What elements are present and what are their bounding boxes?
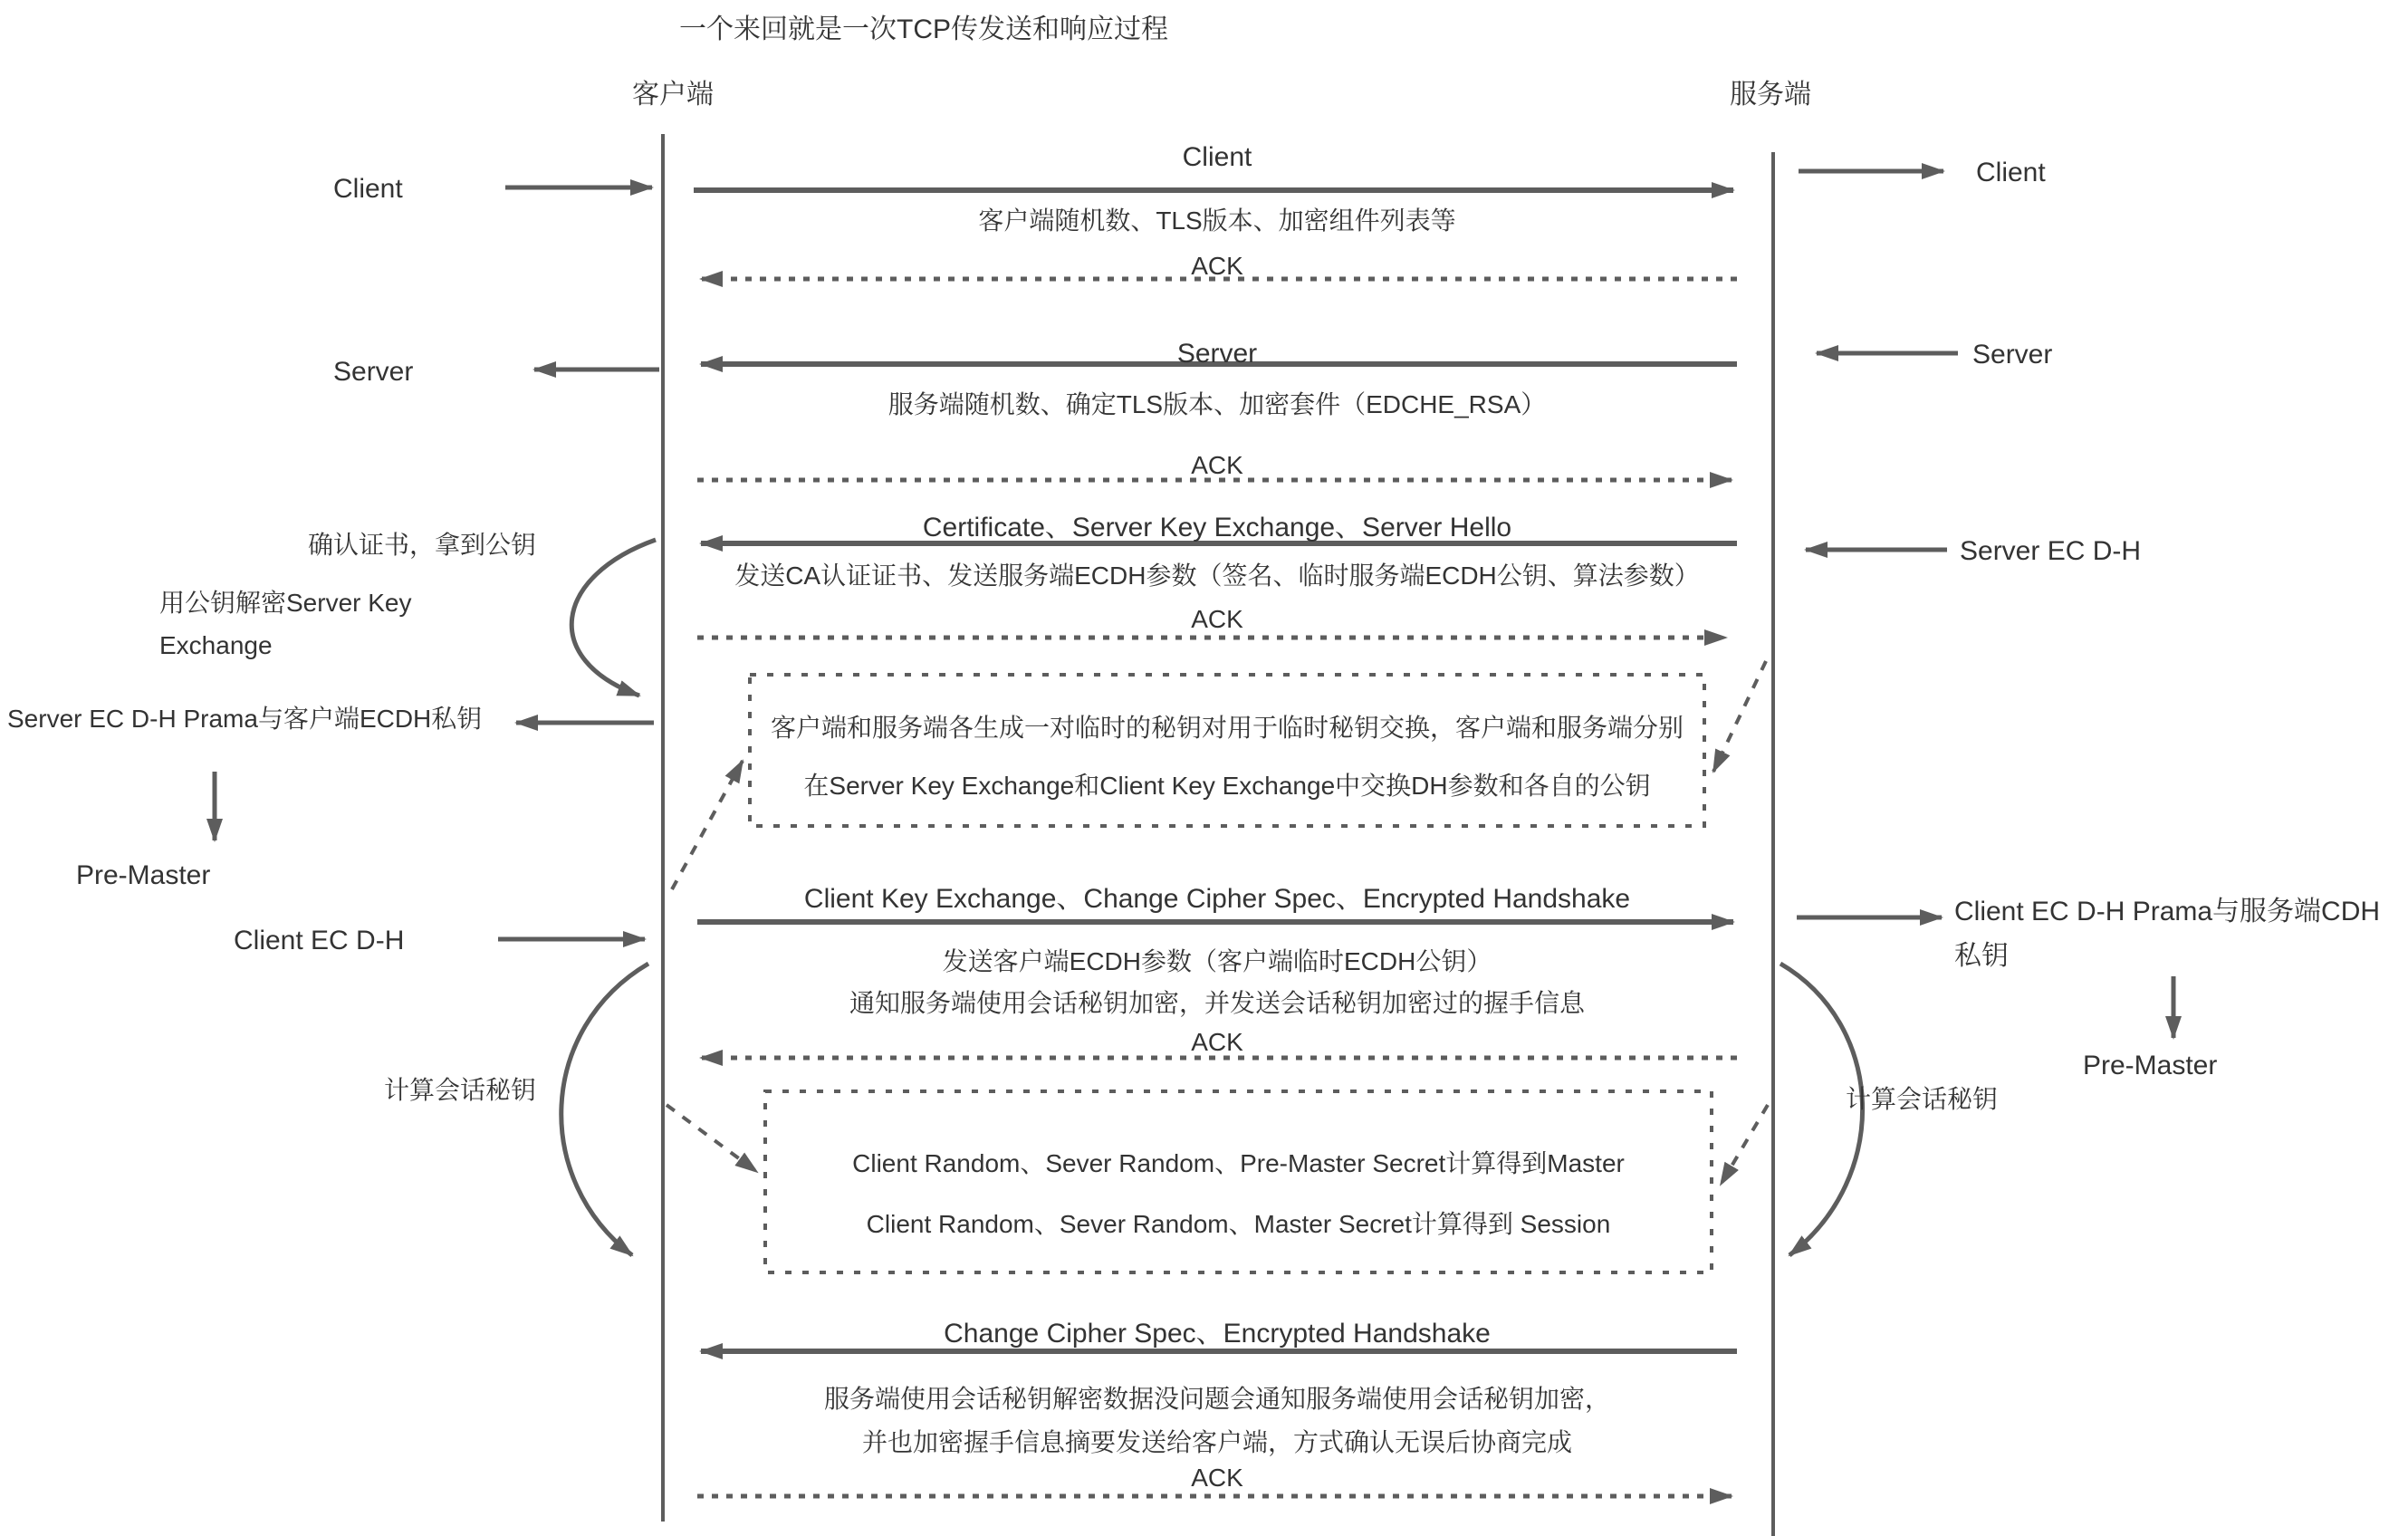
right-session-key-note: 计算会话秘钥: [1846, 1085, 1999, 1113]
left-server-label: Server: [333, 357, 414, 387]
secret-derivation-note-line2: Client Random、Sever Random、Master Secret计算得到 Session: [866, 1210, 1611, 1238]
dh-exchange-note-line2: 在Server Key Exchange和Client Key Exchange中交换DH参数和各自的公钥: [803, 772, 1651, 800]
msg3-label: Certificate、Server Key Exchange、Server Hello: [922, 513, 1512, 542]
left-decrypt-note: 用公钥解密Server Key Exchange: [159, 589, 412, 659]
left-pre-master-label: Pre-Master: [76, 860, 211, 890]
msg4-label: Client Key Exchange、Change Cipher Spec、Encrypted Handshake: [803, 884, 1631, 914]
secret-derivation-note-box: [765, 1091, 1712, 1272]
right-box1-dashed-arrow: [1713, 661, 1766, 772]
left-box1-dashed-arrow: [672, 761, 743, 889]
left-session-key-note: 计算会话秘钥: [384, 1076, 537, 1104]
dh-exchange-note-box: [750, 675, 1704, 826]
left-client-ecdh-label: Client EC D-H: [234, 926, 405, 955]
right-server-ecdh-label: Server EC D-H: [1960, 536, 2142, 566]
left-process-arc-1: [571, 540, 656, 696]
right-client-params-note: Client EC D-H Prama与服务端CDH私钥: [1954, 897, 2381, 971]
server-actor-label: 服务端: [1730, 80, 1811, 110]
left-process-arc-2: [561, 964, 648, 1255]
msg5-label: Change Cipher Spec、Encrypted Handshake: [944, 1319, 1491, 1349]
msg1-ack-label: ACK: [1191, 252, 1243, 280]
left-server-params-note: Server EC D-H Prama与客户端ECDH私钥: [7, 705, 483, 733]
left-cert-note: 确认证书，拿到公钥: [308, 531, 537, 559]
msg1-desc: 客户端随机数、TLS版本、加密组件列表等: [978, 206, 1456, 235]
msg5-desc1: 服务端使用会话秘钥解密数据没问题会通知服务端使用会话秘钥加密，: [823, 1385, 1610, 1413]
right-server-label: Server: [1972, 340, 2053, 370]
msg2-ack-label: ACK: [1191, 451, 1243, 479]
left-client-label: Client: [333, 174, 403, 204]
secret-derivation-note-line1: Client Random、Sever Random、Pre-Master Secret计算得到Master: [852, 1149, 1625, 1177]
msg2-desc: 服务端随机数、确定TLS版本、加密套件（EDCHE_RSA）: [887, 390, 1547, 418]
client-actor-label: 客户端: [632, 80, 714, 110]
msg1-label: Client: [1182, 142, 1252, 172]
msg5-ack-label: ACK: [1191, 1464, 1243, 1492]
msg5-desc2: 并也加密握手信息摘要发送给客户端，方式确认无误后协商完成: [861, 1428, 1572, 1456]
dh-exchange-note-line1: 客户端和服务端各生成一对临时的秘钥对用于临时秘钥交换，客户端和服务端分别: [770, 714, 1684, 742]
msg3-desc: 发送CA认证证书、发送服务端ECDH参数（签名、临时服务端ECDH公钥、算法参数）: [734, 562, 1700, 590]
msg4-ack-label: ACK: [1191, 1028, 1243, 1056]
right-pre-master-label: Pre-Master: [2083, 1051, 2218, 1080]
msg4-desc1: 发送客户端ECDH参数（客户端临时ECDH公钥）: [942, 947, 1492, 975]
right-box2-dashed-arrow: [1721, 1105, 1768, 1185]
diagram-title: 一个来回就是一次TCP传发送和响应过程: [679, 14, 1168, 44]
msg4-desc2: 通知服务端使用会话秘钥加密，并发送会话秘钥加密过的握手信息: [849, 989, 1585, 1017]
right-client-label: Client: [1976, 158, 2046, 187]
msg2-label: Server: [1176, 339, 1258, 369]
msg3-ack-label: ACK: [1191, 605, 1243, 633]
left-box2-dashed-arrow: [667, 1105, 757, 1172]
